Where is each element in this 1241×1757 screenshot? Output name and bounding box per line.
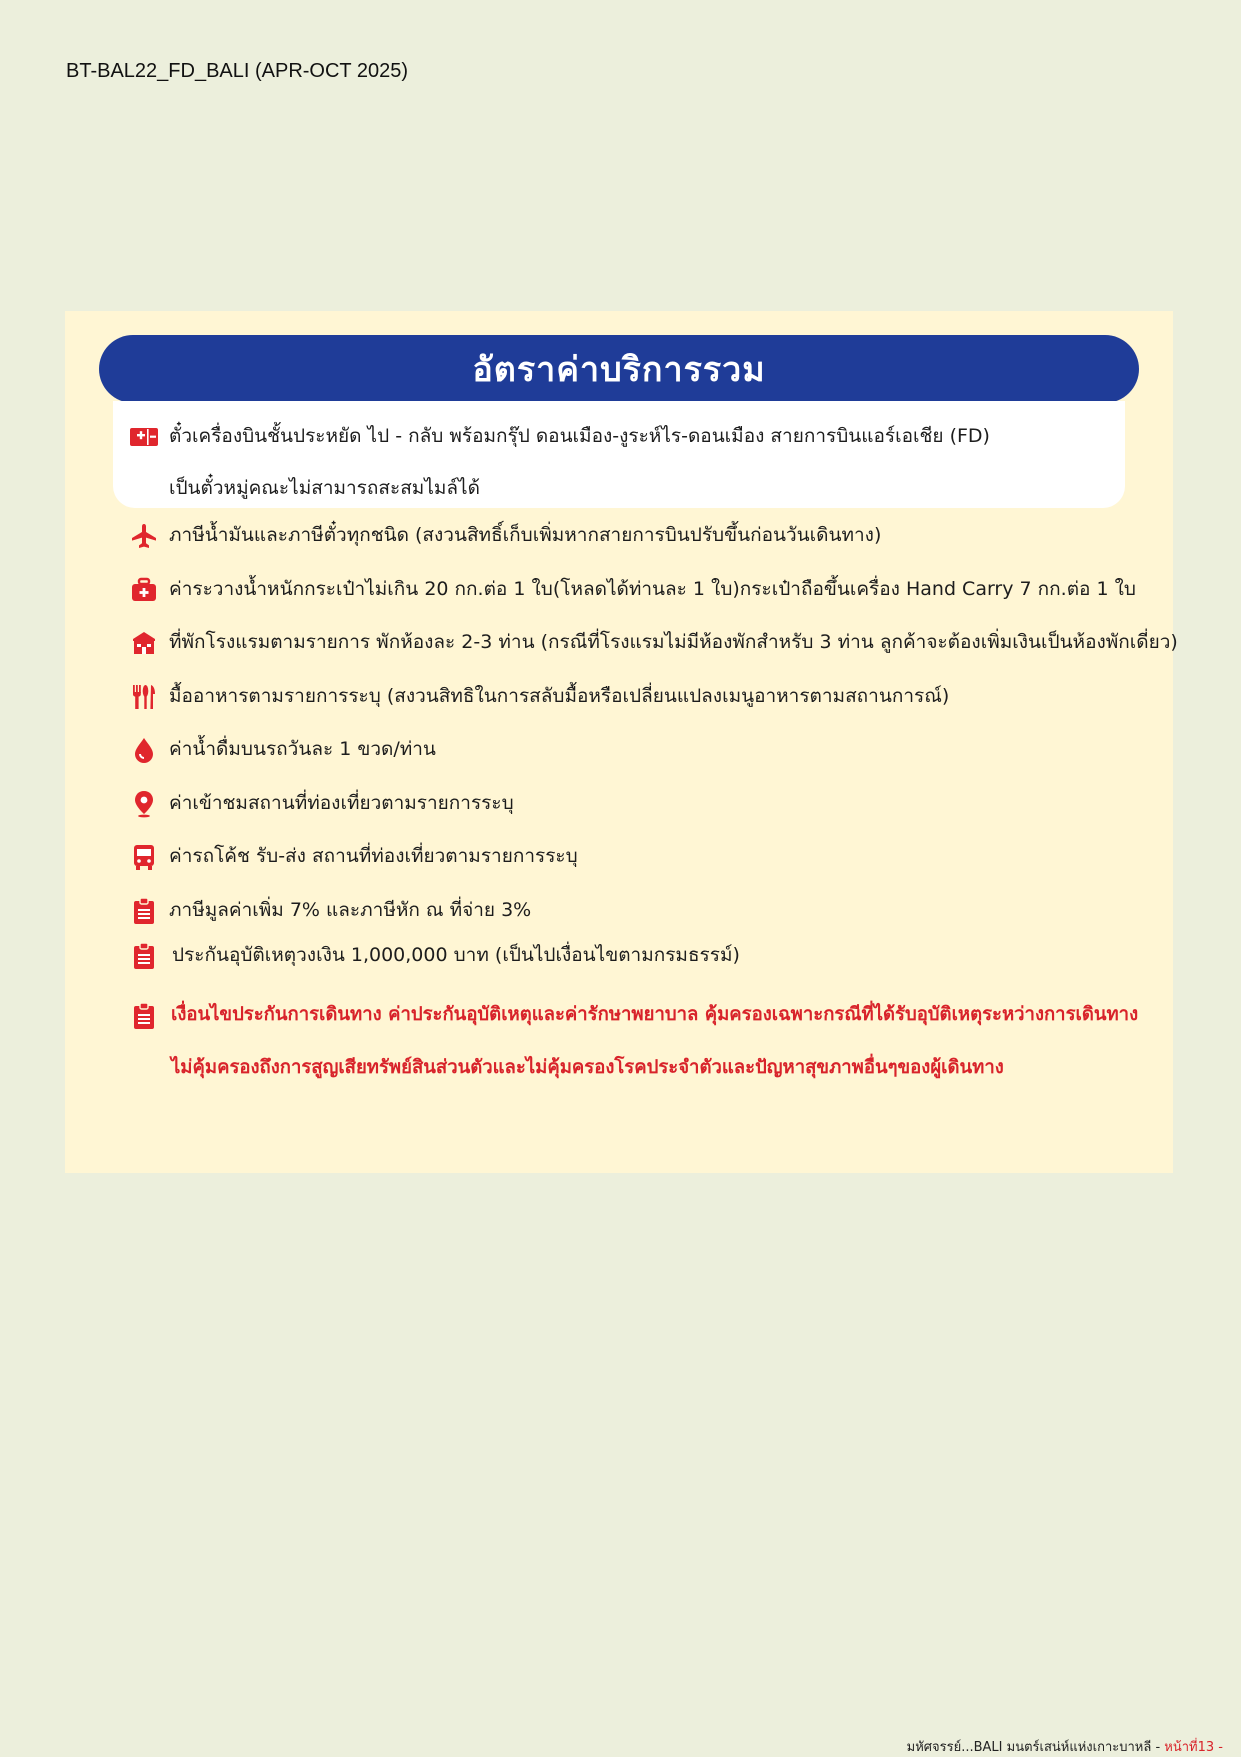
page-footer: มหัศจรรย์...BALI มนตร์เสน่ห์แห่งเกาะบาหลี - หน้าที่13 -	[906, 1740, 1223, 1755]
utensils-icon	[129, 683, 159, 711]
service-rates-panel: อัตราค่าบริการรวม ตั๋วเครื่องบินชั้นประหยัด ไป - กลับ พร้อมกรุ๊ป ดอนเมือง-งูระห์ไร-ดอนเมือง สายการบินแอร์เอเชีย (FD) เป็นตั๋วหมู่คณะไม่สามารถสะสมไมล์ได้ ภาษีน้ำมันและภาษีตั๋วทุกชนิด (สงวนสิทธิ์เก็บเพิ่มหากสายการบินปรับขึ้นก่อนวันเดินทาง) ค่าระวางน้ำหนักกระเป๋าไม่เกิน 20 กก.ต่อ 1 ใบ(โหลดได้ท่านละ 1 ใบ)กระเป๋าถือขึ้นเครื่อง Hand Carry 7 กก.ต่อ 1 ใบ ที่พักโรงแรมตามรายการ พักห้องละ 2-3 ท่าน (กรณีที่โรงแรมไม่มีห้องพักสำหรับ 3 ท่าน ลูกค้าจะต้องเพิ่มเงินเป็นห้องพักเดี่ยว) มื้ออาหารตามรายการระบุ (สงวนสิทธิในการสลับมื้อหรือเปลี่ยนแปลงเมนูอาหารตามสถานการณ์) ค่าน้ำดื่มบนรถวันละ 1 ขวด/ท่าน ค่าเข้าชมสถานที่ท่องเที่ยวตามรายการระบุ ค่ารถโค้ช รับ-ส่ง สถานที่ท่องเที่ยวตามรายการระบุ ภาษีมูลค่าเพิ่ม 7% และภาษีหัก ณ ที่จ่าย 3% ประกันอุบัติเหตุวงเงิน 1,000,000 บาท (เป็นไปเงื่อนไขตามกรมธรรม์) เงื่อนไขประกันการเดินทาง ค่าประกันอุบัติเหตุและค่ารักษาพยาบาล คุ้มครองเฉพาะกรณีที่ได้รับอุบัติเหตุระหว่างการเดินทาง ไม่คุ้มครองถึงการสูญเสียทรัพย์สินส่วนตัวและไม่คุ้มครองโรคประจำตัวและปัญหาสุขภาพอื่นๆของผู้เดินทาง	[65, 311, 1173, 1173]
clipboard-icon	[129, 897, 159, 925]
document-code: BT-BAL22_FD_BALI (APR-OCT 2025)	[66, 60, 408, 82]
ticket-icon	[129, 423, 159, 451]
bus-icon	[129, 843, 159, 871]
panel-title: อัตราค่าบริการรวม	[99, 335, 1139, 403]
luggage-icon	[129, 576, 159, 604]
hotel-icon	[129, 629, 159, 657]
clipboard-icon	[129, 1002, 159, 1030]
clipboard-icon	[129, 942, 159, 970]
page-number: หน้าที่13 -	[1164, 1740, 1223, 1755]
location-pin-icon	[129, 790, 159, 818]
airplane-icon	[129, 522, 159, 550]
water-drop-icon	[129, 736, 159, 764]
